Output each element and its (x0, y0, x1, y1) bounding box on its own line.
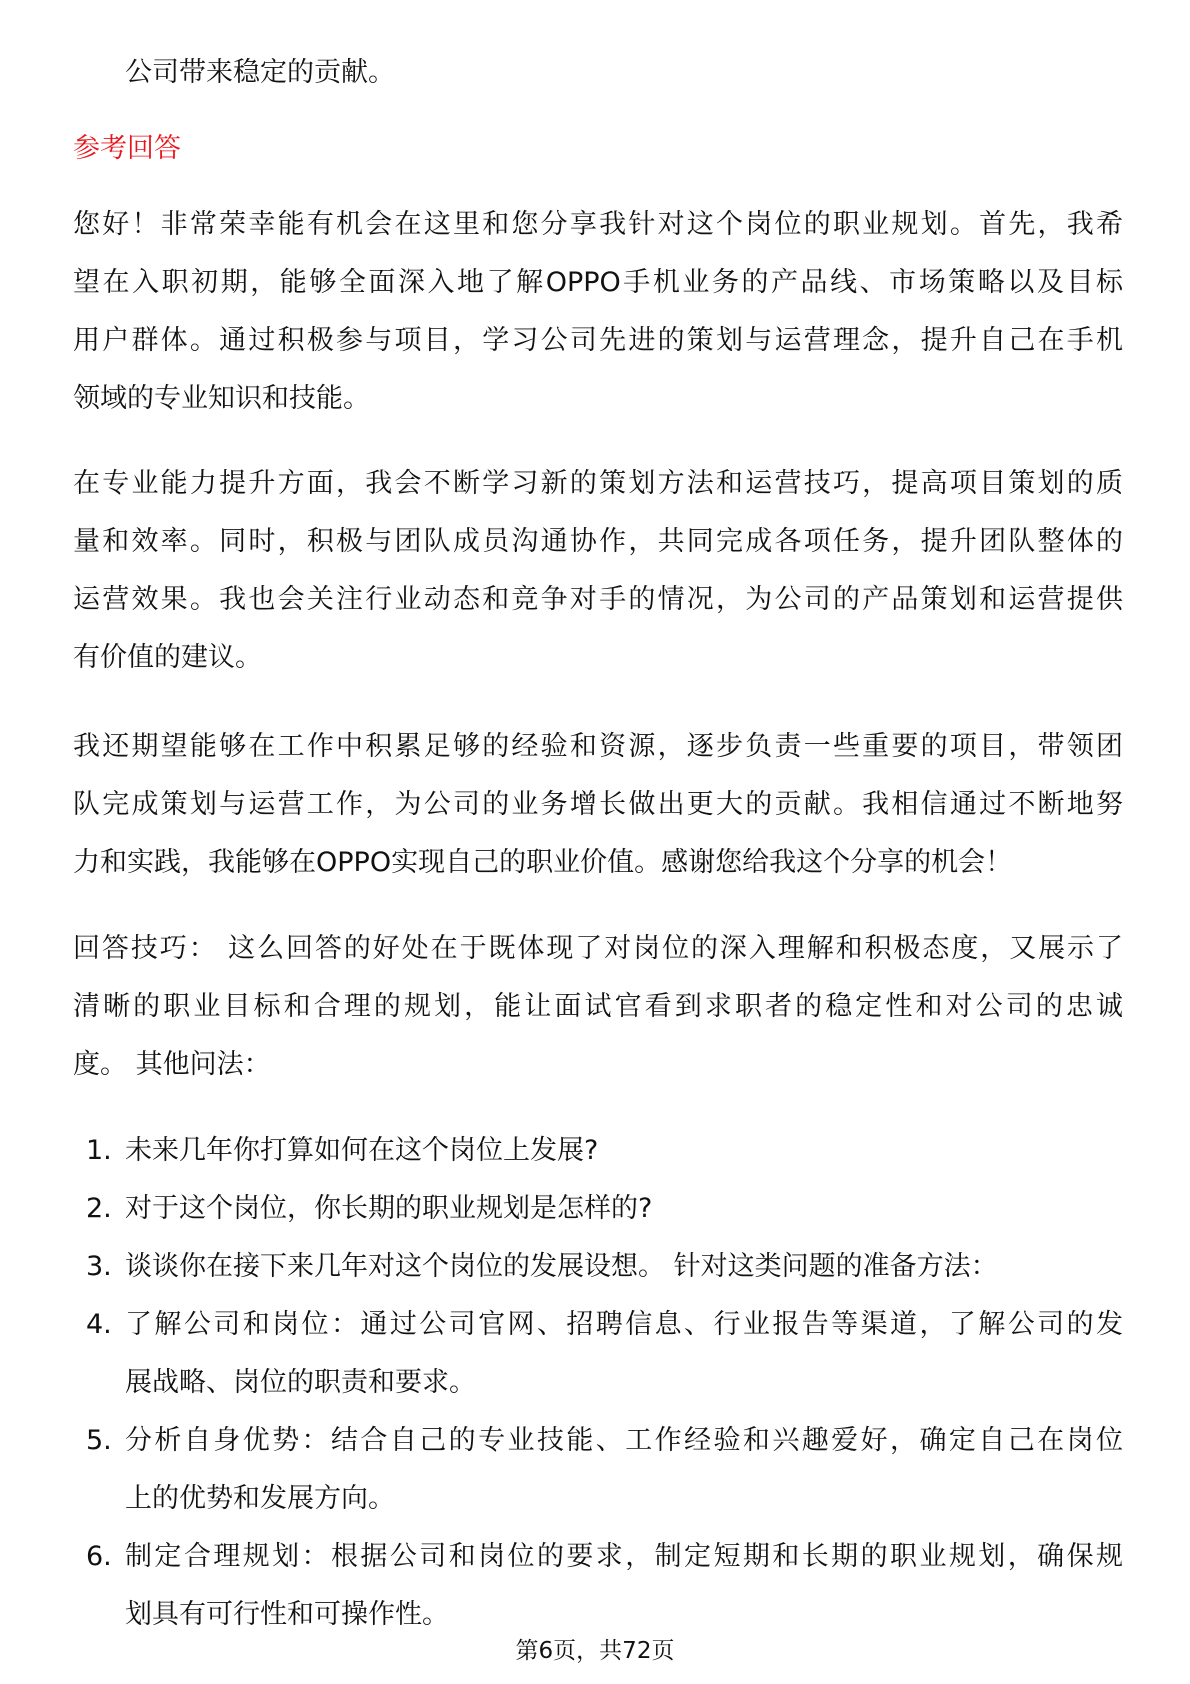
paragraph-line: 量和效率。同时，积极与团队成员沟通协作，共同完成各项任务，提升团队整体的 (73, 526, 1123, 557)
list-number: 5. (86, 1425, 112, 1456)
list-number: 6. (86, 1541, 112, 1572)
paragraph-line: 望在入职初期，能够全面深入地了解OPPO手机业务的产品线、市场策略以及目标 (73, 267, 1123, 298)
paragraph-line: 您好！非常荣幸能有机会在这里和您分享我针对这个岗位的职业规划。首先，我希 (73, 209, 1123, 240)
list-item-line: 制定合理规划：根据公司和岗位的要求，制定短期和长期的职业规划，确保规 (125, 1541, 1123, 1572)
list-item-line: 未来几年你打算如何在这个岗位上发展? (125, 1135, 599, 1166)
paragraph-line: 度。 其他问法： (73, 1049, 271, 1080)
paragraph-line: 领域的专业知识和技能。 (73, 383, 370, 414)
list-item-line: 分析自身优势：结合自己的专业技能、工作经验和兴趣爱好，确定自己在岗位 (125, 1425, 1123, 1456)
page-number: 第6页，共72页 (515, 1638, 675, 1664)
paragraph-line: 在专业能力提升方面，我会不断学习新的策划方法和运营技巧，提高项目策划的质 (73, 468, 1123, 499)
continuation-text: 公司带来稳定的贡献。 (125, 57, 395, 88)
list-number: 2. (86, 1193, 112, 1224)
paragraph-line: 力和实践，我能够在OPPO实现自己的职业价值。感谢您给我这个分享的机会！ (73, 847, 1013, 878)
paragraph-line: 我还期望能够在工作中积累足够的经验和资源，逐步负责一些重要的项目，带领团 (73, 731, 1123, 762)
paragraph-line: 运营效果。我也会关注行业动态和竞争对手的情况，为公司的产品策划和运营提供 (73, 584, 1123, 615)
list-item-line: 谈谈你在接下来几年对这个岗位的发展设想。 针对这类问题的准备方法： (125, 1251, 998, 1282)
section-heading: 参考回答 (73, 133, 181, 164)
list-number: 3. (86, 1251, 112, 1282)
paragraph-line: 用户群体。通过积极参与项目，学习公司先进的策划与运营理念，提升自己在手机 (73, 325, 1123, 356)
list-number: 1. (86, 1135, 112, 1166)
list-number: 4. (86, 1309, 112, 1340)
list-item-line: 了解公司和岗位：通过公司官网、招聘信息、行业报告等渠道，了解公司的发 (125, 1309, 1123, 1340)
paragraph-line: 有价值的建议。 (73, 642, 262, 673)
list-item-line: 划具有可行性和可操作性。 (125, 1599, 449, 1630)
paragraph-line: 回答技巧： 这么回答的好处在于既体现了对岗位的深入理解和积极态度，又展示了 (73, 933, 1123, 964)
list-item-line: 上的优势和发展方向。 (125, 1483, 395, 1514)
paragraph-line: 队完成策划与运营工作，为公司的业务增长做出更大的贡献。我相信通过不断地努 (73, 789, 1123, 820)
list-item-line: 对于这个岗位，你长期的职业规划是怎样的? (125, 1193, 653, 1224)
paragraph-line: 清晰的职业目标和合理的规划，能让面试官看到求职者的稳定性和对公司的忠诚 (73, 991, 1123, 1022)
list-item-line: 展战略、岗位的职责和要求。 (125, 1367, 476, 1398)
